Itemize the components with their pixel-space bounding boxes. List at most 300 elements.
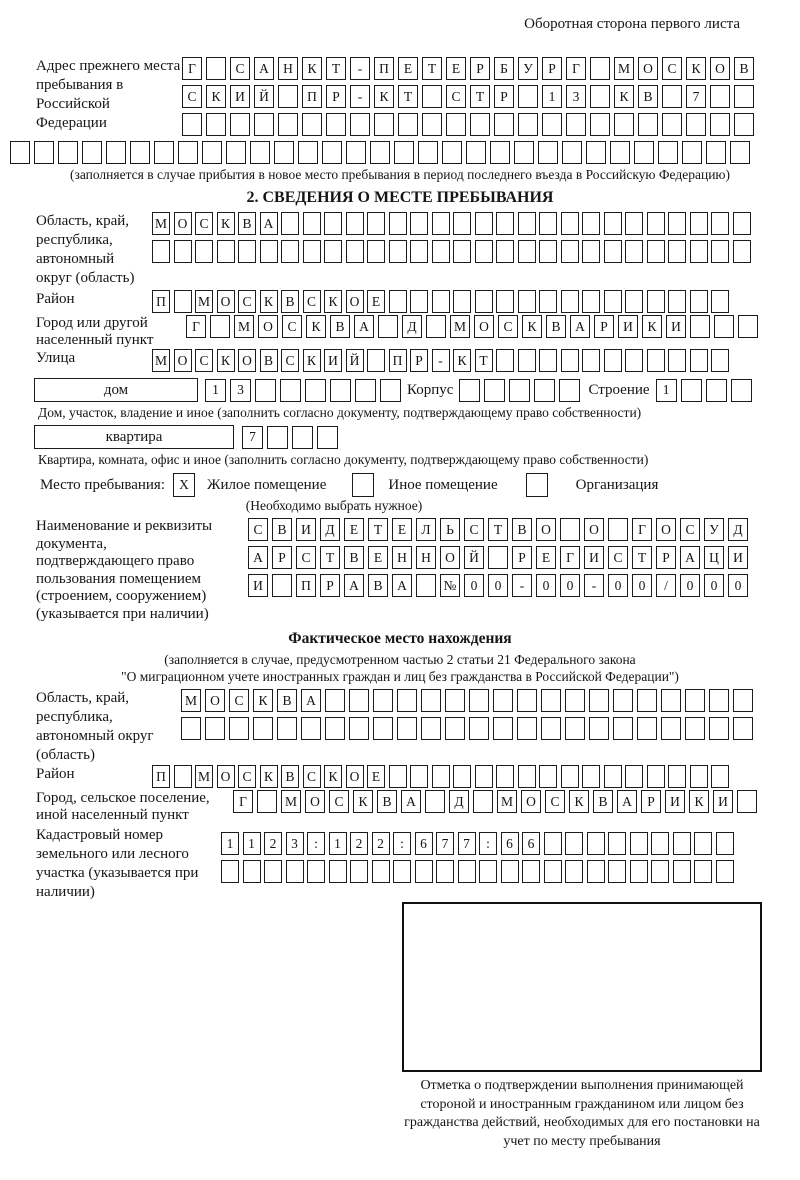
char-box[interactable]: О xyxy=(346,290,364,313)
stay-type-checkbox-organization[interactable] xyxy=(526,473,548,497)
char-box[interactable]: О xyxy=(174,212,192,235)
char-box[interactable] xyxy=(436,860,454,883)
char-box[interactable]: 6 xyxy=(501,832,519,855)
char-box[interactable] xyxy=(205,717,225,740)
char-box[interactable] xyxy=(522,860,540,883)
char-box[interactable] xyxy=(690,349,708,372)
char-box[interactable]: С xyxy=(195,349,213,372)
char-box[interactable]: М xyxy=(281,790,301,813)
char-box[interactable]: К xyxy=(522,315,542,338)
char-box[interactable] xyxy=(206,57,226,80)
char-box[interactable]: К xyxy=(303,349,321,372)
char-box[interactable]: 0 xyxy=(488,574,508,597)
char-box[interactable] xyxy=(541,717,561,740)
char-box[interactable] xyxy=(544,860,562,883)
char-box[interactable] xyxy=(174,290,192,313)
char-box[interactable] xyxy=(394,141,414,164)
char-box[interactable] xyxy=(475,765,493,788)
char-box[interactable] xyxy=(380,379,401,402)
char-box[interactable] xyxy=(397,689,417,712)
char-box[interactable] xyxy=(301,717,321,740)
char-box[interactable]: 2 xyxy=(264,832,282,855)
char-box[interactable]: В xyxy=(368,574,388,597)
char-box[interactable]: Р xyxy=(512,546,532,569)
char-box[interactable] xyxy=(432,290,450,313)
char-box[interactable]: 2 xyxy=(350,832,368,855)
char-box[interactable] xyxy=(590,85,610,108)
char-box[interactable] xyxy=(298,141,318,164)
char-box[interactable] xyxy=(496,240,514,263)
char-box[interactable]: Р xyxy=(641,790,661,813)
char-box[interactable]: П xyxy=(302,85,322,108)
char-box[interactable] xyxy=(534,379,555,402)
char-box[interactable] xyxy=(277,717,297,740)
char-box[interactable] xyxy=(367,349,385,372)
char-box[interactable] xyxy=(733,212,751,235)
char-box[interactable] xyxy=(493,689,513,712)
char-box[interactable]: А xyxy=(354,315,374,338)
char-box[interactable] xyxy=(625,349,643,372)
char-box[interactable] xyxy=(326,113,346,136)
char-box[interactable] xyxy=(466,141,486,164)
char-box[interactable] xyxy=(541,689,561,712)
char-box[interactable] xyxy=(475,212,493,235)
char-box[interactable]: К xyxy=(614,85,634,108)
char-box[interactable]: И xyxy=(728,546,748,569)
char-box[interactable]: 0 xyxy=(704,574,724,597)
char-box[interactable] xyxy=(325,717,345,740)
char-box[interactable]: Р xyxy=(326,85,346,108)
char-box[interactable]: Б xyxy=(494,57,514,80)
char-box[interactable] xyxy=(475,240,493,263)
char-box[interactable]: С xyxy=(680,518,700,541)
char-box[interactable]: И xyxy=(324,349,342,372)
char-box[interactable] xyxy=(738,315,758,338)
char-box[interactable] xyxy=(453,240,471,263)
char-box[interactable] xyxy=(509,379,530,402)
char-box[interactable] xyxy=(415,860,433,883)
char-box[interactable]: Г xyxy=(560,546,580,569)
char-box[interactable] xyxy=(302,113,322,136)
char-box[interactable] xyxy=(410,765,428,788)
char-box[interactable] xyxy=(322,141,342,164)
char-box[interactable]: М xyxy=(450,315,470,338)
char-box[interactable] xyxy=(566,113,586,136)
char-box[interactable]: 0 xyxy=(536,574,556,597)
char-box[interactable]: А xyxy=(344,574,364,597)
char-box[interactable] xyxy=(711,290,729,313)
char-box[interactable] xyxy=(582,765,600,788)
char-box[interactable]: Ь xyxy=(440,518,460,541)
char-box[interactable] xyxy=(442,141,462,164)
char-box[interactable]: В xyxy=(546,315,566,338)
char-box[interactable] xyxy=(182,113,202,136)
char-box[interactable] xyxy=(565,689,585,712)
char-box[interactable]: Р xyxy=(542,57,562,80)
char-box[interactable] xyxy=(264,860,282,883)
char-box[interactable]: Е xyxy=(392,518,412,541)
char-box[interactable] xyxy=(432,240,450,263)
char-box[interactable] xyxy=(493,717,513,740)
char-box[interactable]: М xyxy=(614,57,634,80)
char-box[interactable]: Р xyxy=(594,315,614,338)
char-box[interactable] xyxy=(82,141,102,164)
char-box[interactable] xyxy=(673,832,691,855)
char-box[interactable]: К xyxy=(689,790,709,813)
char-box[interactable]: К xyxy=(260,765,278,788)
char-box[interactable]: В xyxy=(238,212,256,235)
char-box[interactable]: С xyxy=(608,546,628,569)
char-box[interactable] xyxy=(682,141,702,164)
char-box[interactable]: С xyxy=(464,518,484,541)
char-box[interactable] xyxy=(582,240,600,263)
char-box[interactable] xyxy=(278,85,298,108)
char-box[interactable]: О xyxy=(584,518,604,541)
char-box[interactable] xyxy=(278,113,298,136)
char-box[interactable]: С xyxy=(545,790,565,813)
char-box[interactable]: Е xyxy=(344,518,364,541)
char-box[interactable] xyxy=(668,240,686,263)
char-box[interactable] xyxy=(582,349,600,372)
char-box[interactable]: О xyxy=(536,518,556,541)
char-box[interactable]: О xyxy=(710,57,730,80)
char-box[interactable] xyxy=(250,141,270,164)
char-box[interactable] xyxy=(604,349,622,372)
char-box[interactable] xyxy=(389,765,407,788)
char-box[interactable] xyxy=(372,860,390,883)
char-box[interactable] xyxy=(716,860,734,883)
char-box[interactable] xyxy=(690,765,708,788)
char-box[interactable]: М xyxy=(195,290,213,313)
char-box[interactable]: С xyxy=(182,85,202,108)
char-box[interactable] xyxy=(350,860,368,883)
char-box[interactable] xyxy=(496,765,514,788)
char-box[interactable] xyxy=(662,113,682,136)
char-box[interactable]: О xyxy=(238,349,256,372)
char-box[interactable] xyxy=(668,290,686,313)
char-box[interactable] xyxy=(733,717,753,740)
char-box[interactable] xyxy=(416,574,436,597)
stay-type-checkbox-other[interactable] xyxy=(352,473,374,497)
char-box[interactable] xyxy=(373,689,393,712)
char-box[interactable] xyxy=(370,141,390,164)
char-box[interactable]: М xyxy=(152,349,170,372)
char-box[interactable] xyxy=(374,113,394,136)
char-box[interactable]: К xyxy=(353,790,373,813)
char-box[interactable]: 7 xyxy=(686,85,706,108)
char-box[interactable]: И xyxy=(230,85,250,108)
char-box[interactable]: Г xyxy=(233,790,253,813)
char-box[interactable] xyxy=(544,832,562,855)
char-box[interactable]: 1 xyxy=(221,832,239,855)
char-box[interactable]: Р xyxy=(272,546,292,569)
char-box[interactable]: П xyxy=(152,290,170,313)
char-box[interactable] xyxy=(711,240,729,263)
char-box[interactable] xyxy=(221,860,239,883)
char-box[interactable] xyxy=(373,717,393,740)
char-box[interactable] xyxy=(475,290,493,313)
char-box[interactable] xyxy=(255,379,276,402)
char-box[interactable] xyxy=(58,141,78,164)
char-box[interactable] xyxy=(453,290,471,313)
char-box[interactable]: У xyxy=(518,57,538,80)
char-box[interactable]: А xyxy=(570,315,590,338)
char-box[interactable]: В xyxy=(272,518,292,541)
char-box[interactable]: В xyxy=(330,315,350,338)
char-box[interactable]: И xyxy=(248,574,268,597)
char-box[interactable] xyxy=(210,315,230,338)
char-box[interactable] xyxy=(737,790,757,813)
char-box[interactable]: О xyxy=(174,349,192,372)
char-box[interactable]: 1 xyxy=(656,379,677,402)
char-box[interactable] xyxy=(625,765,643,788)
char-box[interactable] xyxy=(686,113,706,136)
char-box[interactable] xyxy=(473,790,493,813)
char-box[interactable] xyxy=(229,717,249,740)
char-box[interactable] xyxy=(706,379,727,402)
char-box[interactable] xyxy=(589,717,609,740)
char-box[interactable] xyxy=(488,546,508,569)
char-box[interactable]: К xyxy=(453,349,471,372)
char-box[interactable]: К xyxy=(302,57,322,80)
char-box[interactable]: 7 xyxy=(242,426,263,449)
char-box[interactable]: К xyxy=(374,85,394,108)
char-box[interactable]: А xyxy=(680,546,700,569)
char-box[interactable] xyxy=(582,290,600,313)
char-box[interactable] xyxy=(421,717,441,740)
char-box[interactable]: № xyxy=(440,574,460,597)
char-box[interactable]: : xyxy=(479,832,497,855)
char-box[interactable]: С xyxy=(296,546,316,569)
char-box[interactable] xyxy=(559,379,580,402)
char-box[interactable]: И xyxy=(296,518,316,541)
char-box[interactable]: Р xyxy=(656,546,676,569)
char-box[interactable]: Д xyxy=(402,315,422,338)
char-box[interactable]: П xyxy=(296,574,316,597)
char-box[interactable] xyxy=(647,349,665,372)
char-box[interactable] xyxy=(496,212,514,235)
char-box[interactable] xyxy=(432,765,450,788)
char-box[interactable] xyxy=(410,240,428,263)
char-box[interactable]: В xyxy=(281,765,299,788)
char-box[interactable] xyxy=(587,860,605,883)
char-box[interactable]: / xyxy=(656,574,676,597)
char-box[interactable]: Л xyxy=(416,518,436,541)
char-box[interactable]: О xyxy=(258,315,278,338)
char-box[interactable] xyxy=(590,113,610,136)
char-box[interactable]: С xyxy=(238,290,256,313)
char-box[interactable] xyxy=(614,113,634,136)
char-box[interactable] xyxy=(303,240,321,263)
char-box[interactable]: К xyxy=(253,689,273,712)
char-box[interactable]: Р xyxy=(410,349,428,372)
char-box[interactable]: 1 xyxy=(205,379,226,402)
char-box[interactable]: Г xyxy=(186,315,206,338)
char-box[interactable] xyxy=(561,290,579,313)
char-box[interactable] xyxy=(349,717,369,740)
char-box[interactable] xyxy=(130,141,150,164)
char-box[interactable]: А xyxy=(392,574,412,597)
char-box[interactable]: 7 xyxy=(458,832,476,855)
char-box[interactable] xyxy=(604,290,622,313)
char-box[interactable] xyxy=(561,349,579,372)
char-box[interactable]: П xyxy=(389,349,407,372)
char-box[interactable] xyxy=(445,689,465,712)
char-box[interactable] xyxy=(254,113,274,136)
char-box[interactable] xyxy=(230,113,250,136)
char-box[interactable] xyxy=(538,141,558,164)
char-box[interactable] xyxy=(608,518,628,541)
char-box[interactable]: Н xyxy=(278,57,298,80)
char-box[interactable]: Т xyxy=(632,546,652,569)
char-box[interactable]: 7 xyxy=(436,832,454,855)
char-box[interactable] xyxy=(272,574,292,597)
char-box[interactable]: А xyxy=(260,212,278,235)
char-box[interactable]: С xyxy=(230,57,250,80)
char-box[interactable] xyxy=(647,290,665,313)
char-box[interactable]: А xyxy=(401,790,421,813)
char-box[interactable]: М xyxy=(152,212,170,235)
char-box[interactable] xyxy=(690,240,708,263)
char-box[interactable]: В xyxy=(377,790,397,813)
char-box[interactable] xyxy=(637,717,657,740)
char-box[interactable] xyxy=(422,113,442,136)
char-box[interactable] xyxy=(711,765,729,788)
char-box[interactable]: М xyxy=(195,765,213,788)
char-box[interactable]: Н xyxy=(392,546,412,569)
char-box[interactable]: Т xyxy=(488,518,508,541)
char-box[interactable]: 0 xyxy=(560,574,580,597)
char-box[interactable] xyxy=(613,717,633,740)
char-box[interactable] xyxy=(496,349,514,372)
char-box[interactable] xyxy=(421,689,441,712)
char-box[interactable] xyxy=(517,689,537,712)
char-box[interactable] xyxy=(389,212,407,235)
char-box[interactable]: - xyxy=(512,574,532,597)
char-box[interactable] xyxy=(690,212,708,235)
char-box[interactable] xyxy=(469,689,489,712)
char-box[interactable]: В xyxy=(638,85,658,108)
char-box[interactable]: С xyxy=(498,315,518,338)
char-box[interactable] xyxy=(324,240,342,263)
char-box[interactable]: - xyxy=(350,57,370,80)
char-box[interactable] xyxy=(518,113,538,136)
char-box[interactable] xyxy=(517,717,537,740)
char-box[interactable] xyxy=(274,141,294,164)
char-box[interactable] xyxy=(710,113,730,136)
char-box[interactable]: С xyxy=(282,315,302,338)
char-box[interactable] xyxy=(518,765,536,788)
char-box[interactable] xyxy=(733,689,753,712)
char-box[interactable]: А xyxy=(254,57,274,80)
char-box[interactable] xyxy=(152,240,170,263)
char-box[interactable] xyxy=(561,240,579,263)
char-box[interactable]: В xyxy=(344,546,364,569)
char-box[interactable]: 0 xyxy=(680,574,700,597)
char-box[interactable] xyxy=(604,240,622,263)
char-box[interactable] xyxy=(610,141,630,164)
char-box[interactable] xyxy=(325,689,345,712)
char-box[interactable]: 0 xyxy=(464,574,484,597)
char-box[interactable] xyxy=(625,212,643,235)
char-box[interactable]: Е xyxy=(446,57,466,80)
char-box[interactable] xyxy=(625,290,643,313)
char-box[interactable] xyxy=(174,765,192,788)
char-box[interactable] xyxy=(589,689,609,712)
char-box[interactable]: К xyxy=(324,290,342,313)
char-box[interactable] xyxy=(330,379,351,402)
char-box[interactable] xyxy=(432,212,450,235)
char-box[interactable]: 1 xyxy=(542,85,562,108)
char-box[interactable] xyxy=(389,290,407,313)
char-box[interactable] xyxy=(608,832,626,855)
char-box[interactable]: О xyxy=(217,765,235,788)
char-box[interactable] xyxy=(286,860,304,883)
char-box[interactable]: О xyxy=(346,765,364,788)
char-box[interactable] xyxy=(281,240,299,263)
char-box[interactable] xyxy=(706,141,726,164)
char-box[interactable] xyxy=(34,141,54,164)
char-box[interactable]: 1 xyxy=(329,832,347,855)
char-box[interactable]: Р xyxy=(320,574,340,597)
char-box[interactable]: В xyxy=(734,57,754,80)
char-box[interactable] xyxy=(426,315,446,338)
char-box[interactable]: И xyxy=(665,790,685,813)
char-box[interactable] xyxy=(625,240,643,263)
char-box[interactable]: М xyxy=(497,790,517,813)
char-box[interactable]: И xyxy=(713,790,733,813)
char-box[interactable] xyxy=(267,426,288,449)
char-box[interactable] xyxy=(469,717,489,740)
char-box[interactable]: Д xyxy=(449,790,469,813)
char-box[interactable]: Д xyxy=(320,518,340,541)
char-box[interactable]: К xyxy=(206,85,226,108)
char-box[interactable]: С xyxy=(195,212,213,235)
char-box[interactable]: О xyxy=(205,689,225,712)
char-box[interactable] xyxy=(501,860,519,883)
char-box[interactable] xyxy=(346,141,366,164)
char-box[interactable] xyxy=(685,717,705,740)
char-box[interactable]: О xyxy=(656,518,676,541)
char-box[interactable]: Е xyxy=(368,546,388,569)
char-box[interactable] xyxy=(280,379,301,402)
char-box[interactable] xyxy=(539,212,557,235)
char-box[interactable] xyxy=(518,212,536,235)
char-box[interactable] xyxy=(253,717,273,740)
char-box[interactable] xyxy=(668,349,686,372)
char-box[interactable] xyxy=(694,860,712,883)
char-box[interactable]: В xyxy=(593,790,613,813)
char-box[interactable] xyxy=(422,85,442,108)
char-box[interactable] xyxy=(317,426,338,449)
char-box[interactable]: 0 xyxy=(728,574,748,597)
char-box[interactable]: Е xyxy=(536,546,556,569)
char-box[interactable] xyxy=(637,689,657,712)
char-box[interactable]: В xyxy=(281,290,299,313)
char-box[interactable] xyxy=(470,113,490,136)
char-box[interactable]: 6 xyxy=(522,832,540,855)
char-box[interactable]: 3 xyxy=(230,379,251,402)
char-box[interactable]: С xyxy=(229,689,249,712)
char-box[interactable] xyxy=(586,141,606,164)
char-box[interactable] xyxy=(518,290,536,313)
char-box[interactable] xyxy=(714,315,734,338)
char-box[interactable] xyxy=(539,349,557,372)
char-box[interactable] xyxy=(453,212,471,235)
char-box[interactable]: 3 xyxy=(286,832,304,855)
char-box[interactable] xyxy=(178,141,198,164)
char-box[interactable] xyxy=(206,113,226,136)
